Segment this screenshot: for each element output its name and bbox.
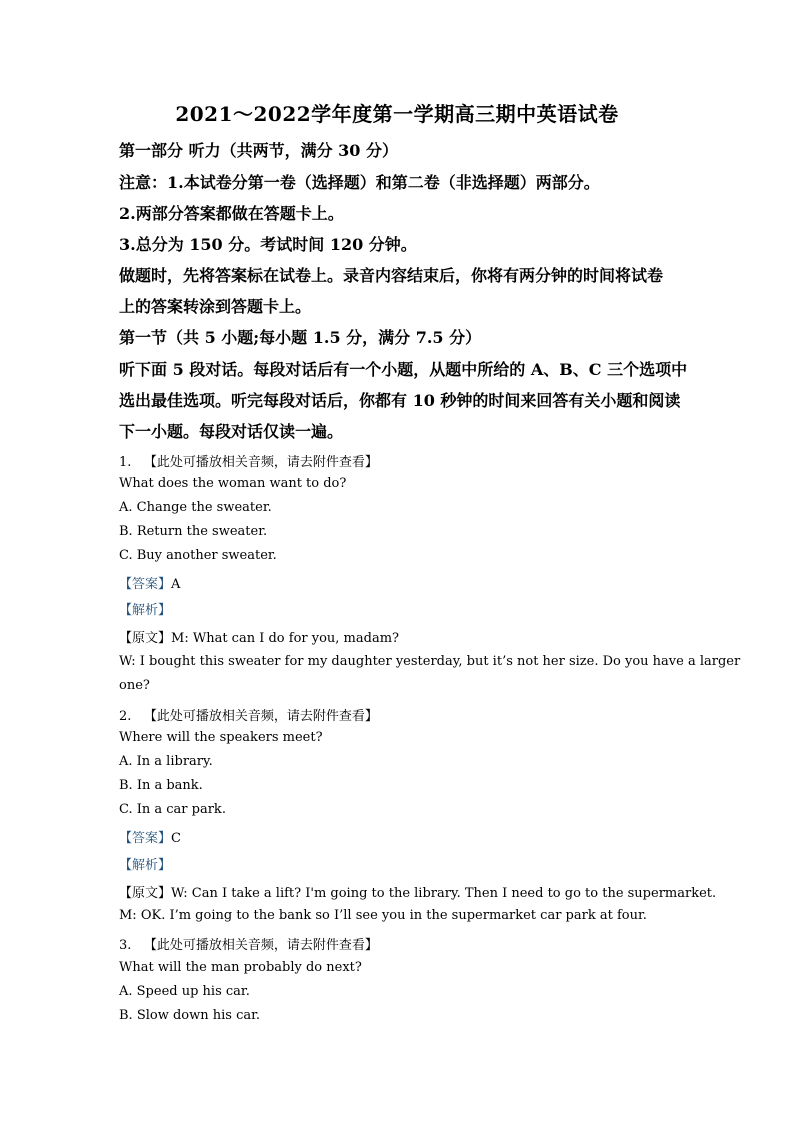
q2-option-b: B. In a bank. bbox=[119, 778, 203, 793]
q1-analysis bbox=[119, 599, 171, 618]
q2-question: Where will the speakers meet? bbox=[119, 730, 323, 745]
q2-script-text-1: W: Can I take a lift? I'm going to the library. Then I need to go to the supermarket. bbox=[171, 886, 717, 901]
q1-option-a: A. Change the sweater. bbox=[119, 500, 272, 515]
q1-answer-value: A bbox=[171, 577, 181, 592]
header-line-4: 3.总分为 150 分。考试时间 120 分钟。 bbox=[119, 235, 417, 254]
q1-script-line-1 bbox=[119, 627, 399, 646]
q1-audio-note bbox=[119, 451, 378, 470]
q2-script-label: 【原文】 bbox=[119, 886, 172, 901]
q1-script-line-3: one? bbox=[119, 678, 150, 693]
q1-script-line-2: W: I bought this sweater for my daughter yesterday, but it’s not her size. Do you have a larger bbox=[119, 654, 741, 669]
q2-answer-value: C bbox=[171, 831, 181, 846]
q3-option-b: B. Slow down his car. bbox=[119, 1008, 261, 1023]
q1-answer-label: 【答案】 bbox=[119, 577, 172, 592]
q2-answer bbox=[119, 827, 181, 846]
header-line-9: 选出最佳选项。听完每段对话后，你都有 10 秒钟的时间来回答有关小题和阅读 bbox=[119, 391, 681, 410]
q2-option-a: A. In a library. bbox=[119, 754, 213, 769]
header-line-5: 做题时，先将答案标在试卷上。录音内容结束后，你将有两分钟的时间将试卷 bbox=[119, 266, 664, 285]
q2-answer-label: 【答案】 bbox=[119, 831, 172, 846]
q2-audio-note bbox=[119, 705, 378, 724]
q1-script-text-1: M: What can I do for you, madam? bbox=[171, 631, 400, 646]
q1-option-c: C. Buy another sweater. bbox=[119, 548, 277, 563]
q3-option-a: A. Speed up his car. bbox=[119, 984, 250, 999]
q1-script-label: 【原文】 bbox=[119, 631, 172, 646]
q3-number: 3. bbox=[119, 938, 132, 953]
q1-answer bbox=[119, 573, 180, 592]
q2-option-c: C. In a car park. bbox=[119, 802, 226, 817]
header-line-7: 第一节（共 5 小题;每小题 1.5 分，满分 7.5 分） bbox=[119, 328, 482, 347]
header-line-8: 听下面 5 段对话。每段对话后有一个小题，从题中所给的 A、B、C 三个选项中 bbox=[119, 360, 688, 379]
header-line-1: 第一部分 听力（共两节，满分 30 分） bbox=[119, 141, 398, 160]
header-line-3: 2.两部分答案都做在答题卡上。 bbox=[119, 204, 344, 223]
header-line-2: 注意：1.本试卷分第一卷（选择题）和第二卷（非选择题）两部分。 bbox=[119, 173, 600, 192]
q3-audio-note bbox=[119, 934, 378, 953]
q2-script-line-2: M: OK. I’m going to the bank so I’ll see you in the supermarket car park at four. bbox=[119, 908, 647, 923]
q2-analysis-label: 【解析】 bbox=[119, 858, 172, 873]
header-line-10: 下一小题。每段对话仅读一遍。 bbox=[119, 422, 344, 441]
q1-option-b: B. Return the sweater. bbox=[119, 524, 268, 539]
header-line-6: 上的答案转涂到答题卡上。 bbox=[119, 297, 312, 316]
q2-script-line-1 bbox=[119, 882, 716, 901]
q1-question: What does the woman want to do? bbox=[119, 476, 347, 491]
q3-audio-link[interactable]: 【此处可播放相关音频，请去附件查看】 bbox=[143, 938, 378, 953]
exam-title: 2021～2022学年度第一学期高三期中英语试卷 bbox=[175, 102, 619, 126]
q1-number: 1. bbox=[119, 455, 132, 470]
q2-audio-link[interactable]: 【此处可播放相关音频，请去附件查看】 bbox=[143, 709, 378, 724]
q2-number: 2. bbox=[119, 709, 132, 724]
q3-question: What will the man probably do next? bbox=[119, 960, 362, 975]
q1-audio-link[interactable]: 【此处可播放相关音频，请去附件查看】 bbox=[143, 455, 378, 470]
q2-analysis bbox=[119, 854, 171, 873]
q1-analysis-label: 【解析】 bbox=[119, 603, 172, 618]
